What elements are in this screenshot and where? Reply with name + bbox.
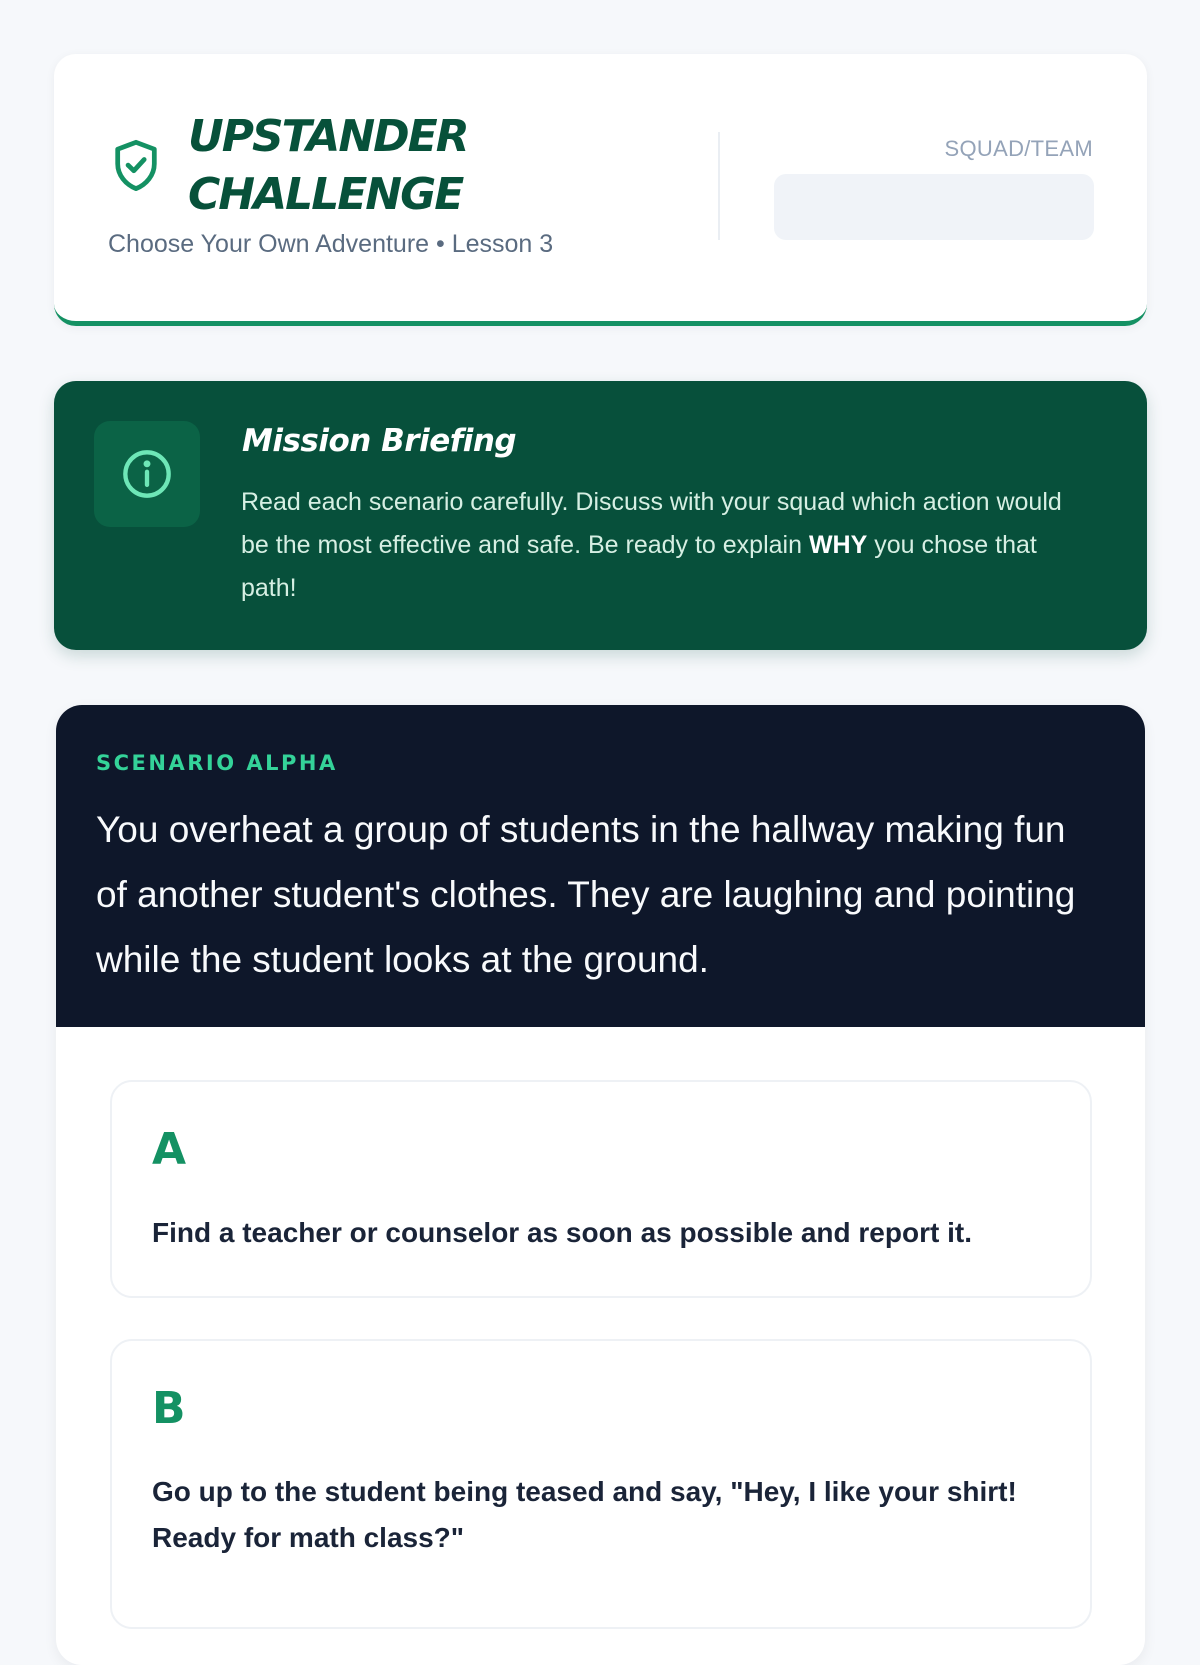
scenario-tag: SCENARIO ALPHA [96, 751, 338, 775]
option-b-button[interactable] [110, 1339, 1092, 1629]
scenario-text: You overheat a group of students in the hallway making fun of another student's clothes. They are laughing and pointing while the student looks at the ground. [96, 809, 1076, 980]
squad-label: SQUAD/TEAM [944, 136, 1093, 161]
app-title: UPSTANDER CHALLENGE [188, 111, 468, 220]
briefing-emphasis: WHY [808, 531, 868, 559]
briefing-title: Mission Briefing [242, 423, 517, 459]
scenario-card [56, 705, 1145, 1665]
shield-check-icon [110, 138, 162, 194]
info-icon [121, 448, 173, 500]
option-letter: A [152, 1124, 187, 1175]
option-letter: B [152, 1383, 186, 1434]
app-subtitle: Choose Your Own Adventure • Lesson 3 [108, 230, 554, 258]
briefing-text [241, 481, 1071, 610]
briefing-text-part: you chose that path! [241, 531, 1037, 602]
header-divider [718, 132, 720, 240]
briefing-text-part: Read each scenario carefully. Discuss with your squad which action would be the most effective and safe. Be ready to explain [241, 488, 1062, 559]
mission-briefing-card [54, 381, 1147, 650]
header-card [54, 54, 1147, 326]
scenario-header [56, 705, 1145, 1027]
option-text: Go up to the student being teased and say, "Hey, I like your shirt! Ready for math class?" [152, 1476, 1017, 1553]
squad-input[interactable] [774, 174, 1094, 240]
option-text: Find a teacher or counselor as soon as possible and report it. [152, 1217, 972, 1248]
info-icon-box [94, 421, 200, 527]
option-a-button[interactable] [110, 1080, 1092, 1298]
